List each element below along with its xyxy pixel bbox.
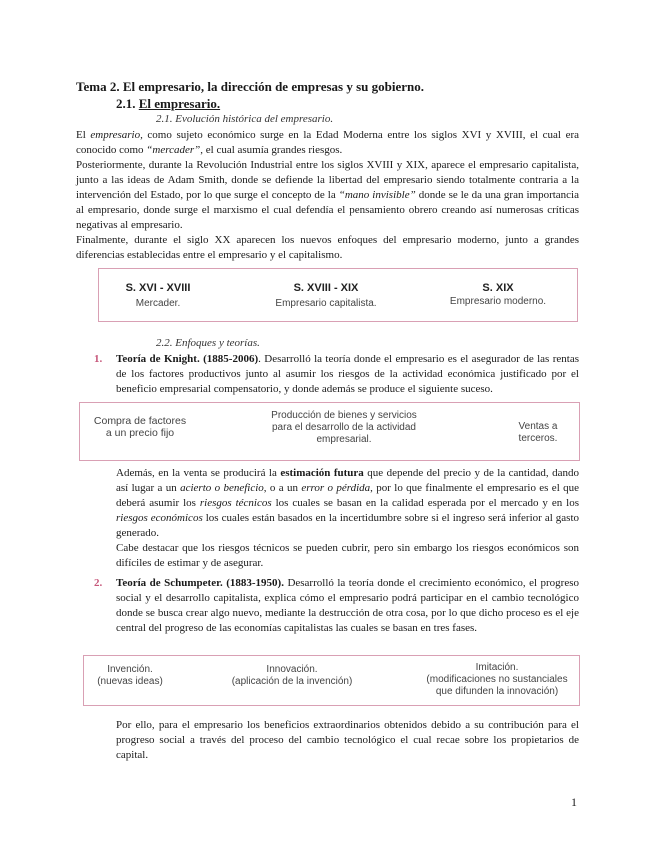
section-label: El empresario. — [138, 96, 221, 111]
section-heading — [116, 96, 220, 112]
section-number: 2.1. — [116, 96, 136, 111]
theory-heading: Teoría de Schumpeter. (1883-1950). — [116, 577, 284, 589]
phase-node: Imitación. (modificaciones no sustanciales que difunden la innovación) — [426, 662, 568, 697]
page-number: 1 — [571, 795, 577, 809]
subsection-heading: 2.2. Enfoques y teorías. — [156, 337, 260, 349]
page-title: Tema 2. El empresario, la dirección de empresas y su gobierno. — [76, 79, 424, 94]
item-number: 2. — [94, 577, 103, 589]
paragraph: Posteriormente, durante la Revolución Industrial entre los siglos XVIII y XIX, aparece el empresario capitalista, junto a las ideas de Adam Smith, donde se defiende la libertad del empresario siendo totalmente contraria a la intervención del Estado, por lo que surge el concepto de la “mano invisible” donde se le da una gran importancia al empresario, donde surge el marxismo el cual defendía el pensamiento obrero creando así numerosas críticas negativas al empresario. — [76, 159, 579, 231]
paragraph: Finalmente, durante el siglo XX aparecen los nuevos enfoques del empresario moderno, junto a grandes diferencias establecidas entre el empresario y el capitalismo. — [76, 234, 579, 261]
subsection-heading: 2.1. Evolución histórica del empresario. — [156, 113, 334, 125]
timeline-node: S. XIX Empresario moderno. — [449, 282, 547, 307]
process-node: Producción de bienes y servicios para el desarrollo de la actividad empresarial. — [271, 410, 417, 445]
intro-text — [76, 128, 579, 263]
timeline-node: S. XVIII - XIX Empresario capitalista. — [275, 282, 377, 309]
body-text — [116, 466, 579, 571]
phase-node: Invención. (nuevas ideas) — [97, 664, 163, 687]
paragraph: Además, en la venta se producirá la estimación futura que depende del precio y de la cantidad, dando así lugar a un acierto o beneficio, o a un error o pérdida, por lo que finalmente el empresario es el que deberá asumir los riesgos técnicos los cuales se basan en la calidad esperada por el mercado y en los riesgos económicos los cuales están basados en la incertidumbre sobre si el ingreso será inferior al gasto generado. — [116, 467, 579, 539]
numbered-item: 2. Teoría de Schumpeter. (1883-1950). Desarrolló la teoría donde el crecimiento económico, el progreso social y el desarrollo capitalista, explica cómo el empresario podrá participar en el cambio tecnológico donde se busca crear algo nuevo, mediante la destrucción de otra cosa, por lo que dicho proceso es el eje central del progreso de las economías capitalistas las cuales se basan en tres fases. — [94, 577, 579, 634]
phase-node: Innovación. (aplicación de la invención) — [231, 664, 353, 687]
paragraph: Cabe destacar que los riesgos técnicos se pueden cubrir, pero sin embargo los riesgos económicos son difíciles de estimar y de asegurar. — [116, 542, 579, 569]
paragraph: El empresario, como sujeto económico surge en la Edad Moderna entre los siglos XVI y XVIII, el cual era conocido como “mercader”, el cual asumía grandes riesgos. — [76, 129, 579, 156]
item-number: 1. — [94, 353, 103, 365]
process-node: Ventas a terceros. — [518, 421, 558, 444]
theory-heading: Teoría de Knight. (1885-2006) — [116, 353, 259, 365]
body-text — [116, 718, 579, 763]
timeline-node: S. XVI - XVIII Mercader. — [125, 282, 191, 309]
paragraph: Por ello, para el empresario los beneficios extraordinarios obtenidos debido a su contribución para el progreso social a través del proceso del cambio tecnológico el cual recae sobre los propietarios de capital. — [116, 719, 579, 761]
numbered-item: 1. Teoría de Knight. (1885-2006). Desarrolló la teoría donde el empresario es el asegurador de las rentas de los factores productivos junto al asumir los riesgos de la actividad económica justificado por el beneficio empresarial compensatorio, y donde además se produce el siguiente suceso. — [94, 353, 579, 395]
process-node: Compra de factores a un precio fijo — [93, 415, 187, 439]
